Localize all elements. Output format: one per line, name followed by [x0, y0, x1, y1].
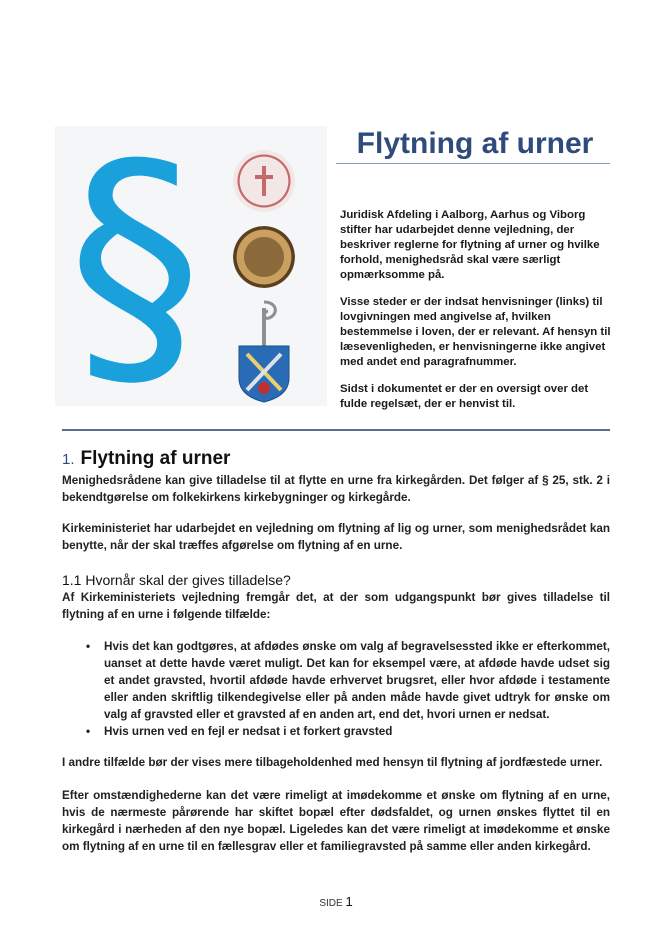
intro-paragraph: Visse steder er der indsat henvisninger (links) til lovgivningen med angivelse af, hvilken bestemmelse i loven, der er relevant. Af hensyn til læsevenligheden, er henvisningerne ikke angivet med andet end paragrafnummer. — [340, 296, 611, 368]
list-item-text: Hvis urnen ved en fejl er nedsat i et forkert gravsted — [104, 725, 393, 738]
aalborg-seal-icon — [233, 150, 295, 212]
list-item — [62, 723, 610, 740]
header-image — [55, 106, 327, 421]
body-paragraph: Efter omstændighederne kan det være rimeligt at imødekomme et ønske om flytning af en urne, hvis de nærmeste pårørende har skiftet bopæl efter dødsfaldet, og urnen ønskes flyttet til en kirkegård i nærheden af den nye bopæl. Ligeledes kan det være rimeligt at imødekomme et ønske om flytning af en urne til en fællesgrav eller et familiegravsted på samme eller anden kirkegård. — [62, 789, 610, 853]
title-underline — [336, 163, 610, 164]
bullet-icon: • — [86, 640, 91, 653]
page-footer — [0, 894, 672, 909]
subsection-heading: 1.1 Hvornår skal der gives tilladelse? — [62, 572, 291, 588]
section-mark-icon: § — [67, 106, 203, 421]
intro-paragraph: Juridisk Afdeling i Aalborg, Aarhus og Viborg stifter har udarbejdet denne vejledning, der beskriver reglerne for flytning af urner og hvilke forhold, menighedsråd skal være særligt opmærksomme på. — [340, 209, 600, 281]
section-heading — [62, 448, 230, 470]
body-paragraph: Menighedsrådene kan give tilladelse til at flytte en urne fra kirkegården. Det følger af § 25, stk. 2 i bekendtgørelse om folkekirkens kirkebygninger og kirkegårde. — [62, 474, 610, 504]
body-paragraph: I andre tilfælde bør der vises mere tilbageholdenhed med hensyn til flytning af jordfæstede urner. — [62, 756, 603, 769]
section-number: 1. — [62, 451, 75, 468]
intro-block — [340, 208, 612, 424]
bullet-icon: • — [86, 725, 91, 738]
section-heading-text: Flytning af urner — [80, 448, 231, 469]
section-divider — [62, 429, 610, 431]
cross-icon — [255, 166, 273, 196]
list-item — [62, 638, 610, 723]
body-paragraph: Af Kirkeministeriets vejledning fremgår det, at der som udgangspunkt bør gives tilladelse til flytning af en urne i følgende tilfælde: — [62, 591, 610, 621]
aarhus-seal-icon — [233, 226, 295, 288]
list-item-text: Hvis det kan godtgøres, at afdødes ønske om valg af begravelsessted ikke er efterkommet, uanset at dette havde været muligt. Det kan for eksempel være, at afdøde havde udset sig et andet gravsted, hvortil afdøde havde erhvervet brugsret, eller hvor afdøde i testamente eller anden skriftlig tilkendegivelse eller på anden måde havde givet udtryk for ønske om valg af gravsted eller et gravsted af en anden art, end det, hvori urnen er nedsat. — [104, 640, 610, 721]
viborg-crest-icon — [233, 298, 295, 403]
page-number: 1 — [345, 894, 353, 909]
document-title: Flytning af urner — [356, 127, 594, 160]
footer-label: SIDE — [319, 898, 343, 909]
intro-paragraph: Sidst i dokumentet er der en oversigt over det fulde regelsæt, der er henvist til. — [340, 383, 589, 410]
bullet-list — [62, 638, 610, 740]
body-paragraph: Kirkeministeriet har udarbejdet en vejledning om flytning af lig og urner, som menighedsrådet kan benytte, når der skal træffes afgørelse om flytning af en urne. — [62, 522, 610, 552]
